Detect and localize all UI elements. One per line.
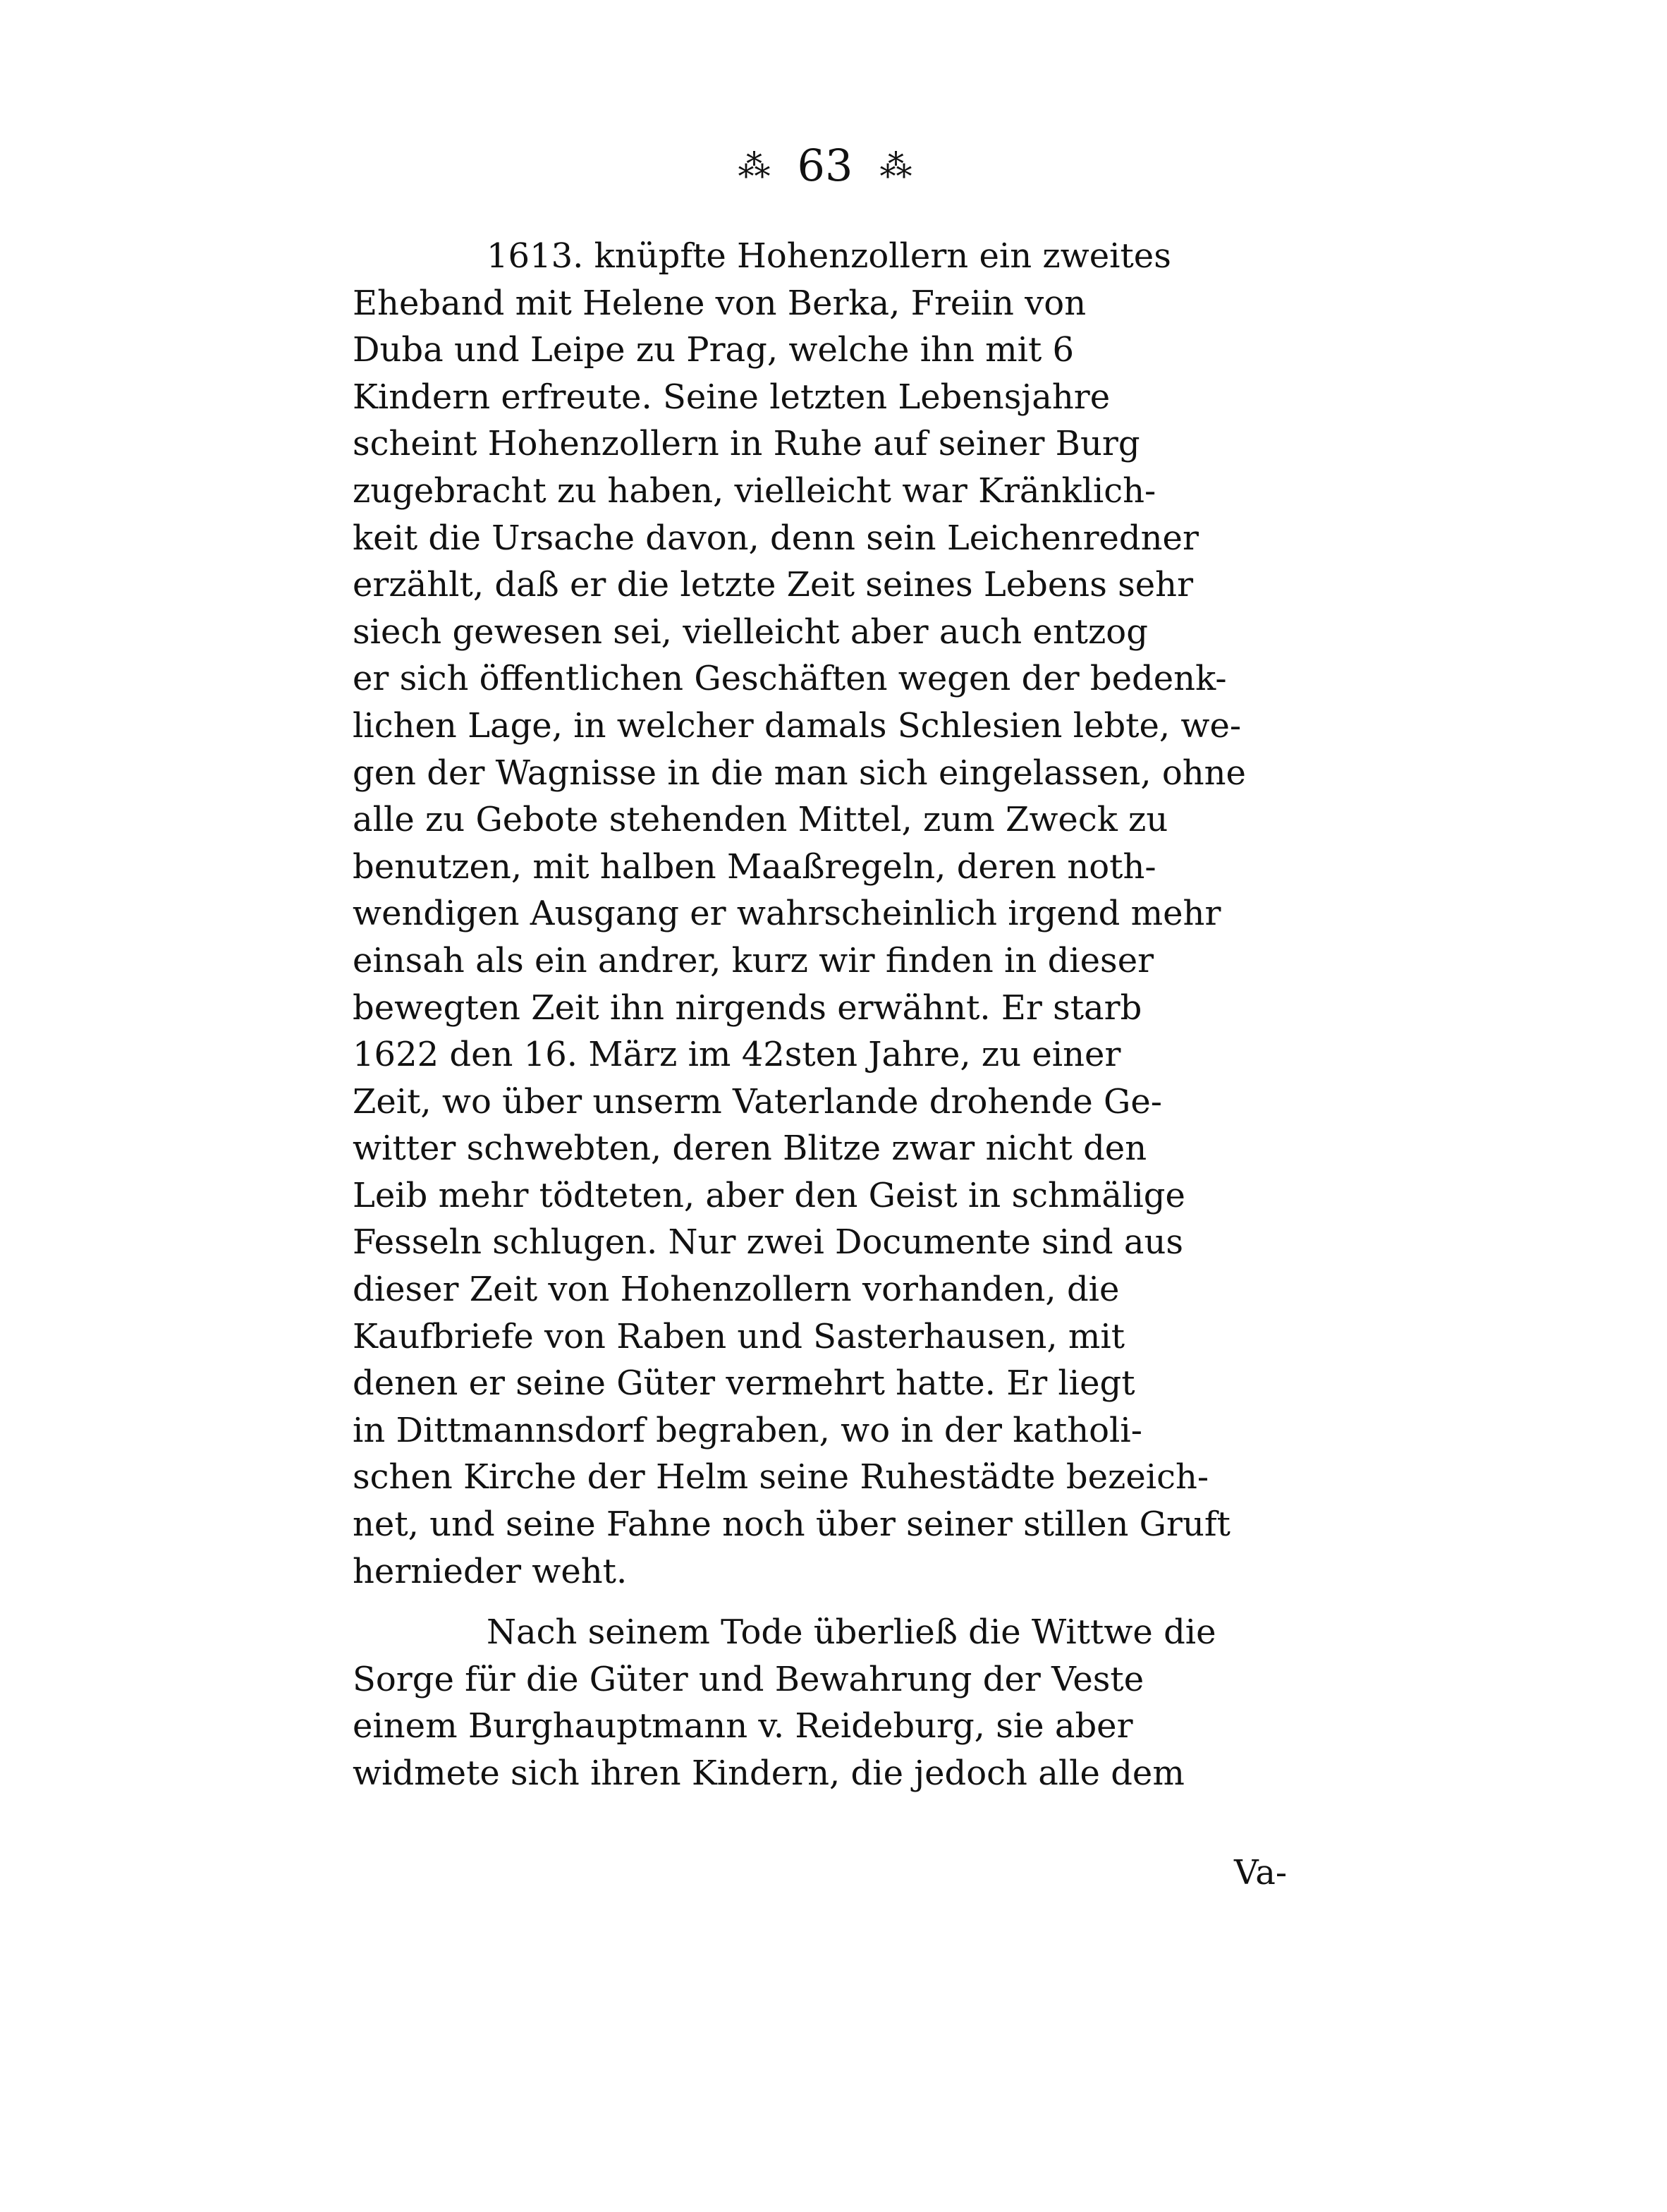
- paragraph-1-line-24: Kaufbriefe von Raben und Sasterhausen, mit: [353, 1316, 1125, 1356]
- paragraph-1-line-6: zugebracht zu haben, vielleicht war Kränklich-: [353, 470, 1156, 511]
- paragraph-1-line-12: gen der Wagnisse in die man sich eingelassen, ohne: [353, 753, 1246, 793]
- paragraph-1-line-3: Duba und Leipe zu Prag, welche ihn mit 6: [353, 330, 1075, 370]
- paragraph-1-line-23: dieser Zeit von Hohenzollern vorhanden, die: [353, 1270, 1120, 1310]
- paragraph-1-line-9: siech gewesen sei, vielleicht aber auch entzog: [353, 612, 1148, 652]
- paragraph-1-line-2: Eheband mit Helene von Berka, Freiin von: [353, 283, 1087, 323]
- page-header: [677, 134, 973, 198]
- paragraph-1-line-28: net, und seine Fahne noch über seiner stillen Gruft: [353, 1505, 1231, 1545]
- paragraph-1-line-11: lichen Lage, in welcher damals Schlesien lebte, we-: [353, 705, 1242, 746]
- paragraph-2-line-1: Nach seinem Tode überließ die Wittwe die: [487, 1612, 1216, 1653]
- right-ornament: ⁂: [879, 147, 912, 185]
- paragraph-1-line-1: 1613. knüpfte Hohenzollern ein zweites: [487, 236, 1171, 276]
- paragraph-1-line-16: einsah als ein andrer, kurz wir finden in dieser: [353, 940, 1154, 980]
- paragraph-1-line-7: keit die Ursache davon, denn sein Leichenredner: [353, 518, 1199, 558]
- paragraph-1-line-4: Kindern erfreute. Seine letzten Lebensjahre: [353, 377, 1111, 417]
- paragraph-1-line-13: alle zu Gebote stehenden Mittel, zum Zweck zu: [353, 800, 1168, 840]
- paragraph-1-line-19: Zeit, wo über unserm Vaterlande drohende Ge-: [353, 1081, 1162, 1122]
- paragraph-2-line-2: Sorge für die Güter und Bewahrung der Veste: [353, 1659, 1144, 1699]
- paragraph-1-line-26: in Dittmannsdorf begraben, wo in der katholi-: [353, 1410, 1142, 1450]
- left-ornament: ⁂: [738, 147, 771, 185]
- paragraph-1-line-5: scheint Hohenzollern in Ruhe auf seiner Burg: [353, 424, 1140, 464]
- paragraph-1-line-10: er sich öffentlichen Geschäften wegen der bedenk-: [353, 659, 1227, 699]
- paragraph-1-line-14: benutzen, mit halben Maaßregeln, deren noth-: [353, 846, 1156, 887]
- body-text: [353, 233, 1326, 1797]
- paragraph-1-line-27: schen Kirche der Helm seine Ruhestädte bezeich-: [353, 1457, 1209, 1497]
- paragraph-1-line-22: Fesseln schlugen. Nur zwei Documente sind aus: [353, 1222, 1184, 1263]
- paragraph-1-line-8: erzählt, daß er die letzte Zeit seines Lebens sehr: [353, 565, 1194, 605]
- paragraph-1-line-25: denen er seine Güter vermehrt hatte. Er liegt: [353, 1363, 1135, 1404]
- paragraph-gap: [353, 1595, 1326, 1609]
- paragraph-1-line-20: witter schwebten, deren Blitze zwar nicht den: [353, 1129, 1147, 1169]
- paragraph-1-line-17: bewegten Zeit ihn nirgends erwähnt. Er starb: [353, 988, 1142, 1028]
- paragraph-1-line-15: wendigen Ausgang er wahrscheinlich irgend mehr: [353, 894, 1221, 934]
- paragraph-1-line-21: Leib mehr tödteten, aber den Geist in schmälige: [353, 1175, 1185, 1215]
- page-number: 63: [797, 140, 853, 191]
- paragraph-1-line-18: 1622 den 16. März im 42sten Jahre, zu einer: [353, 1035, 1121, 1075]
- paragraph-2-line-4: widmete sich ihren Kindern, die jedoch alle dem: [353, 1754, 1185, 1793]
- paragraph-1-line-29: hernieder weht.: [353, 1551, 628, 1591]
- paragraph-2-line-3: einem Burghauptmann v. Reideburg, sie aber: [353, 1706, 1133, 1746]
- catchword: Va-: [1234, 1853, 1288, 1892]
